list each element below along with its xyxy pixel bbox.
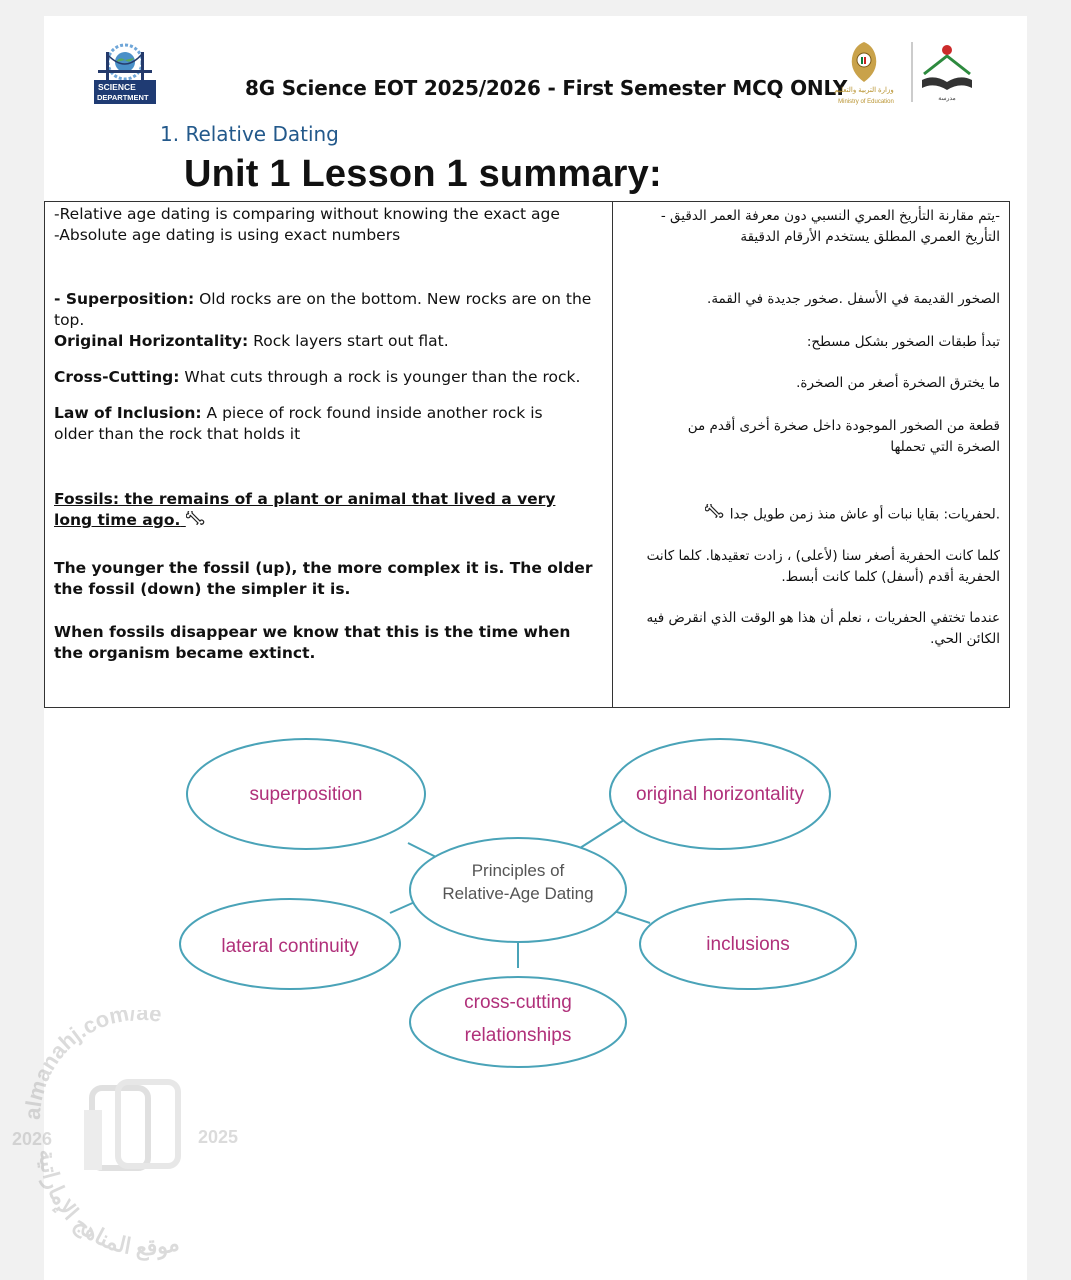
ministry-name-ar: وزارة التربية والتعليم	[834, 87, 894, 94]
superposition-definition: Old rocks are on the bottom. New rocks are on the top.	[54, 290, 592, 329]
superposition-text	[54, 289, 594, 331]
center-label-1: Principles of	[471, 861, 565, 880]
arabic-fossils	[630, 504, 1000, 526]
header-title: 8G Science EOT 2025/2026 - First Semester MCQ ONLY	[245, 76, 848, 100]
tablet-icon	[84, 1082, 178, 1170]
science-department-logo	[94, 40, 156, 104]
emblem-icon	[852, 42, 877, 82]
arabic-extinction: عندما تختفي الحفريات ، نعلم أن هذا هو الوقت الذي انقرض فيه الكائن الحي.	[646, 610, 1000, 647]
summary-table	[44, 201, 1010, 708]
inclusion-text	[54, 403, 584, 445]
original-horizontality-label: original horizontality	[636, 784, 804, 805]
crosscutting-definition: What cuts through a rock is younger than the rock.	[179, 368, 581, 386]
arabic-absolute-dating: التأريخ العمري المطلق يستخدم الأرقام الدقيقة	[740, 229, 1000, 245]
horizontality-term: Original Horizontality:	[54, 332, 249, 350]
horizontality-text	[54, 331, 449, 352]
cross-cutting-node	[410, 977, 626, 1067]
bone-icon	[186, 510, 206, 531]
superposition-label: superposition	[249, 784, 363, 805]
watermark-url: almanahj.com/ae	[19, 1010, 164, 1121]
arabic-superposition: الصخور القديمة في الأسفل .صخور جديدة في القمة.	[707, 291, 1000, 307]
main-title: Unit 1 Lesson 1 summary:	[184, 153, 662, 195]
crosscutting-text	[54, 367, 580, 388]
logo-line-department: DEPARTMENT	[97, 93, 149, 102]
arabic-fossils-text: .لحفريات: بقايا نبات أو عاش منذ زمن طويل جدا	[729, 506, 1000, 523]
logo-line-science: SCIENCE	[98, 82, 136, 92]
arabic-column	[613, 202, 1010, 708]
english-column	[45, 202, 613, 708]
extinction-text: When fossils disappear we know that this is the time when the organism became extinct.	[54, 623, 571, 662]
arabic-crosscutting: ما يخترق الصخرة أصغر من الصخرة.	[796, 375, 1000, 391]
absolute-dating-line: -Absolute age dating is using exact numbers	[54, 226, 401, 244]
arabic-inclusion: قطعة من الصخور الموجودة داخل صخرة أخرى أقدم من الصخرة التي تحملها	[687, 418, 1000, 455]
bone-icon-ar	[705, 504, 725, 525]
watermark-year-right: 2025	[198, 1127, 239, 1147]
lateral-continuity-label: lateral continuity	[221, 936, 359, 957]
inclusions-label: inclusions	[706, 934, 790, 955]
watermark-year-left: 2026	[12, 1129, 53, 1149]
arabic-relative-dating: -يتم مقارنة التأريخ العمري النسبي دون معرفة العمر الدقيق -	[660, 208, 1000, 224]
school-logo	[908, 40, 986, 104]
arabic-complexity: كلما كانت الحفرية أصغر سنا (لأعلى) ، زادت تعقيدها. كلما كانت الحفرية أقدم (أسفل) كلما كانت أبسط.	[646, 548, 1000, 585]
school-name: مدرسة	[938, 96, 956, 102]
relative-dating-line: -Relative age dating is comparing without knowing the exact age	[54, 205, 560, 223]
complexity-text: The younger the fossil (up), the more complex it is. The older the fossil (down) the simpler it is.	[54, 559, 593, 598]
fossils-definition-text: Fossils: the remains of a plant or animal that lived a very long time ago.	[54, 490, 556, 529]
ministry-logo	[822, 38, 906, 108]
watermark	[0, 1010, 290, 1270]
ministry-name-en: Ministry of Education	[838, 99, 894, 105]
superposition-term: - Superposition:	[54, 290, 195, 308]
horizontality-definition: Rock layers start out flat.	[248, 332, 449, 350]
watermark-site-ar: موقع المناهج الإماراتية	[34, 1148, 182, 1261]
crosscutting-term: Cross-Cutting:	[54, 368, 180, 386]
cross-cutting-label-2: relationships	[464, 1025, 572, 1046]
bridge-icon	[98, 45, 152, 82]
inclusion-term: Law of Inclusion:	[54, 404, 202, 422]
fossils-definition	[54, 489, 594, 531]
center-label-2: Relative-Age Dating	[442, 884, 594, 903]
inclusion-definition: A piece of rock found inside another rock is older than the rock that holds it	[54, 404, 543, 443]
cross-cutting-label-1: cross-cutting	[464, 992, 572, 1013]
section-label: 1. Relative Dating	[160, 122, 339, 146]
arabic-horizontality: تبدأ طبقات الصخور بشكل مسطح:	[806, 334, 1000, 350]
book-icon	[922, 45, 972, 90]
